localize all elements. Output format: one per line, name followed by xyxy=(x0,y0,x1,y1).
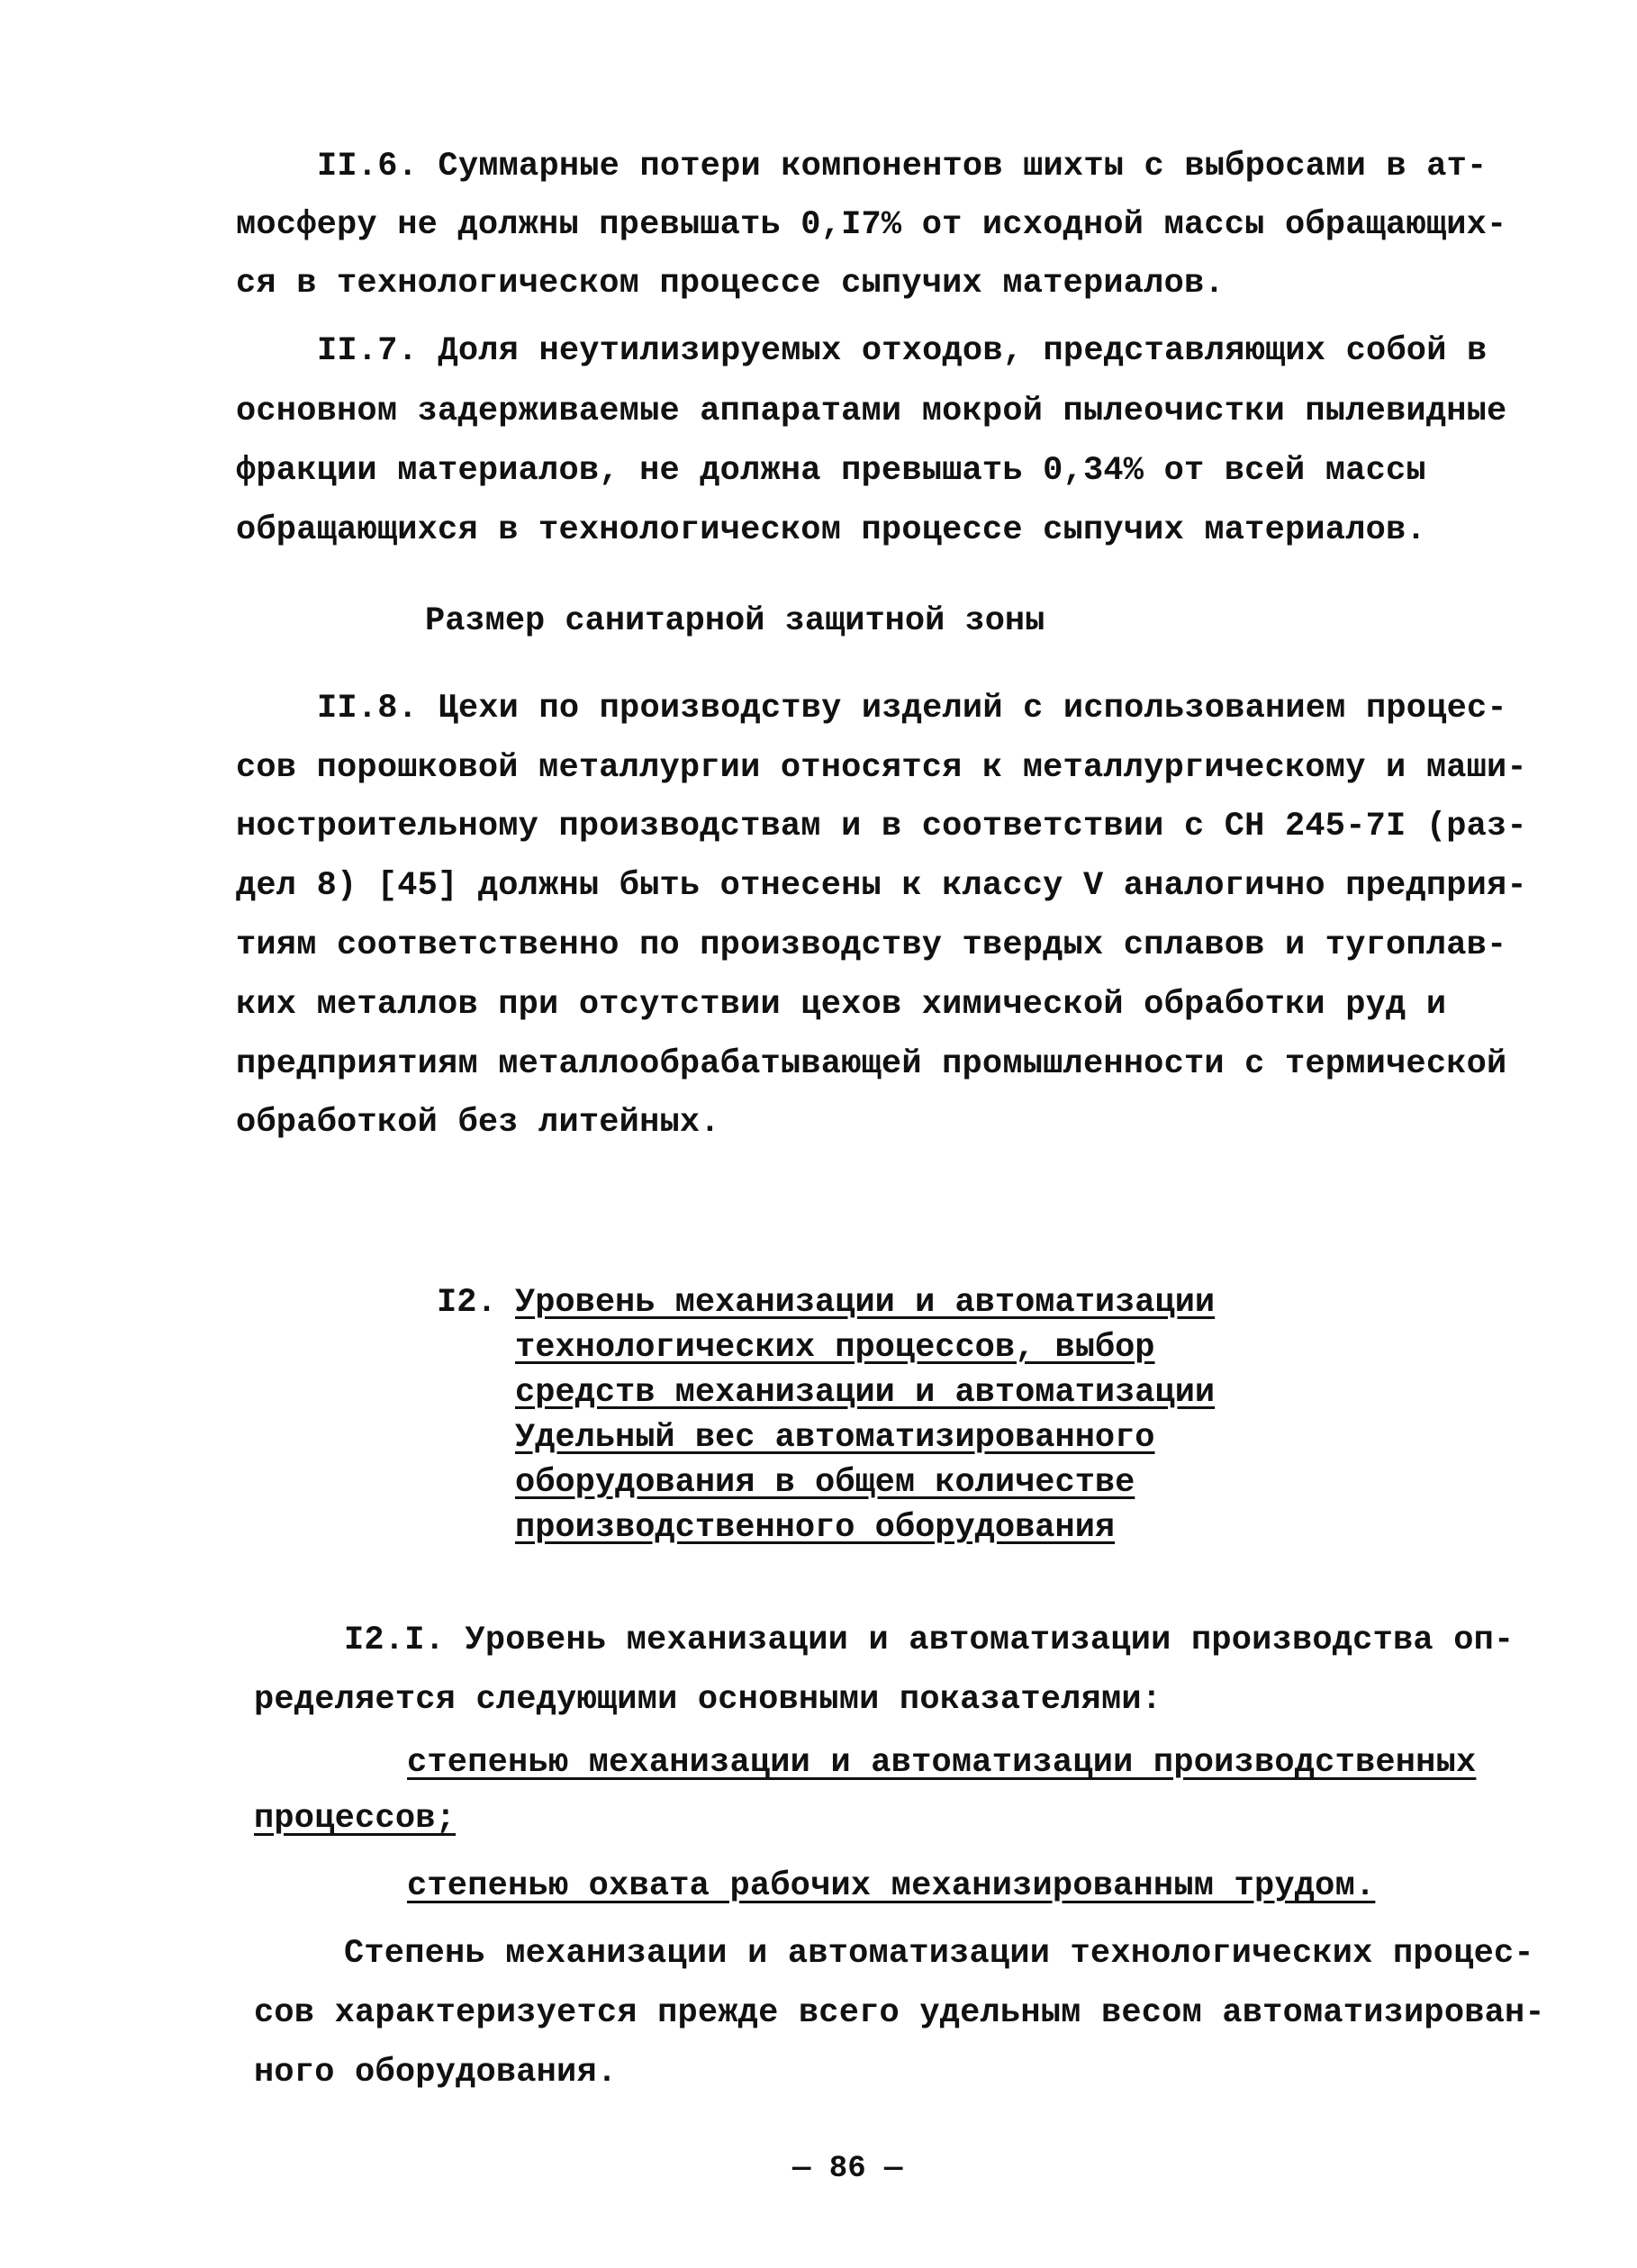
paragraph-12-1-tail-line-1: Степень механизации и автоматизации технологических процес- xyxy=(344,1935,1534,1973)
section-12-title-line-1: Уровень механизации и автоматизации xyxy=(515,1284,1216,1322)
paragraph-11-8-line-1: II.8. Цехи по производству изделий с использованием процес- xyxy=(317,690,1507,727)
paragraph-11-8-line-6: ких металлов при отсутствии цехов химической обработки руд и xyxy=(236,986,1447,1024)
paragraph-12-1-tail-line-3: ного оборудования. xyxy=(254,2054,618,2092)
section-12-title-line-3: средств механизации и автоматизации xyxy=(515,1374,1216,1412)
section-12-title-line-6: производственного оборудования xyxy=(515,1509,1116,1547)
paragraph-11-7-line-2: основном задерживаемые аппаратами мокрой пылеочистки пылевидные xyxy=(236,393,1507,430)
paragraph-11-6-line-1: II.6. Суммарные потери компонентов шихты с выбросами в ат- xyxy=(317,148,1488,185)
section-12-title-line-4: Удельный вес автоматизированного xyxy=(515,1419,1155,1457)
paragraph-11-7-line-4: обращающихся в технологическом процессе сыпучих материалов. xyxy=(236,511,1426,549)
paragraph-11-8-line-8: обработкой без литейных. xyxy=(236,1104,720,1142)
paragraph-11-8-line-5: тиям соответственно по производству твердых сплавов и тугоплав- xyxy=(236,926,1507,964)
paragraph-11-6-line-2: мосферу не должны превышать 0,I7% от исходной массы обращающих- xyxy=(236,206,1507,244)
section-12-title-line-2: технологических процессов, выбор xyxy=(515,1329,1155,1367)
paragraph-11-7-line-1: II.7. Доля неутилизируемых отходов, представляющих собой в xyxy=(317,332,1488,370)
subheading-sanitary-zone: Размер санитарной защитной зоны xyxy=(425,602,1045,640)
section-12-title-line-5: оборудования в общем количестве xyxy=(515,1464,1135,1502)
list-item-1-line-1: степенью механизации и автоматизации производственных xyxy=(407,1744,1477,1782)
page-number: — 86 — xyxy=(792,2152,903,2186)
list-item-2: степенью охвата рабочих механизированным трудом. xyxy=(407,1867,1376,1905)
paragraph-12-1-line-1: I2.I. Уровень механизации и автоматизации производства оп- xyxy=(344,1622,1515,1659)
list-item-1-line-2: процессов; xyxy=(254,1800,457,1838)
paragraph-12-1-line-2: ределяется следующими основными показателями: xyxy=(254,1681,1162,1719)
paragraph-11-8-line-3: ностроительному производствам и в соответствии с СН 245-7I (раз- xyxy=(236,808,1527,845)
paragraph-11-7-line-3: фракции материалов, не должна превышать 0,34% от всей массы xyxy=(236,452,1426,490)
paragraph-11-6-line-3: ся в технологическом процессе сыпучих материалов. xyxy=(236,265,1225,303)
paragraph-11-8-line-7: предприятиям металлообрабатывающей промышленности с термической xyxy=(236,1045,1507,1083)
section-12-number: I2. xyxy=(437,1284,497,1322)
paragraph-11-8-line-2: сов порошковой металлургии относятся к металлургическому и маши- xyxy=(236,749,1527,787)
paragraph-12-1-tail-line-2: сов характеризуется прежде всего удельным весом автоматизирован- xyxy=(254,1994,1545,2032)
paragraph-11-8-line-4: дел 8) [45] должны быть отнесены к классу V аналогично предприя- xyxy=(236,867,1527,905)
